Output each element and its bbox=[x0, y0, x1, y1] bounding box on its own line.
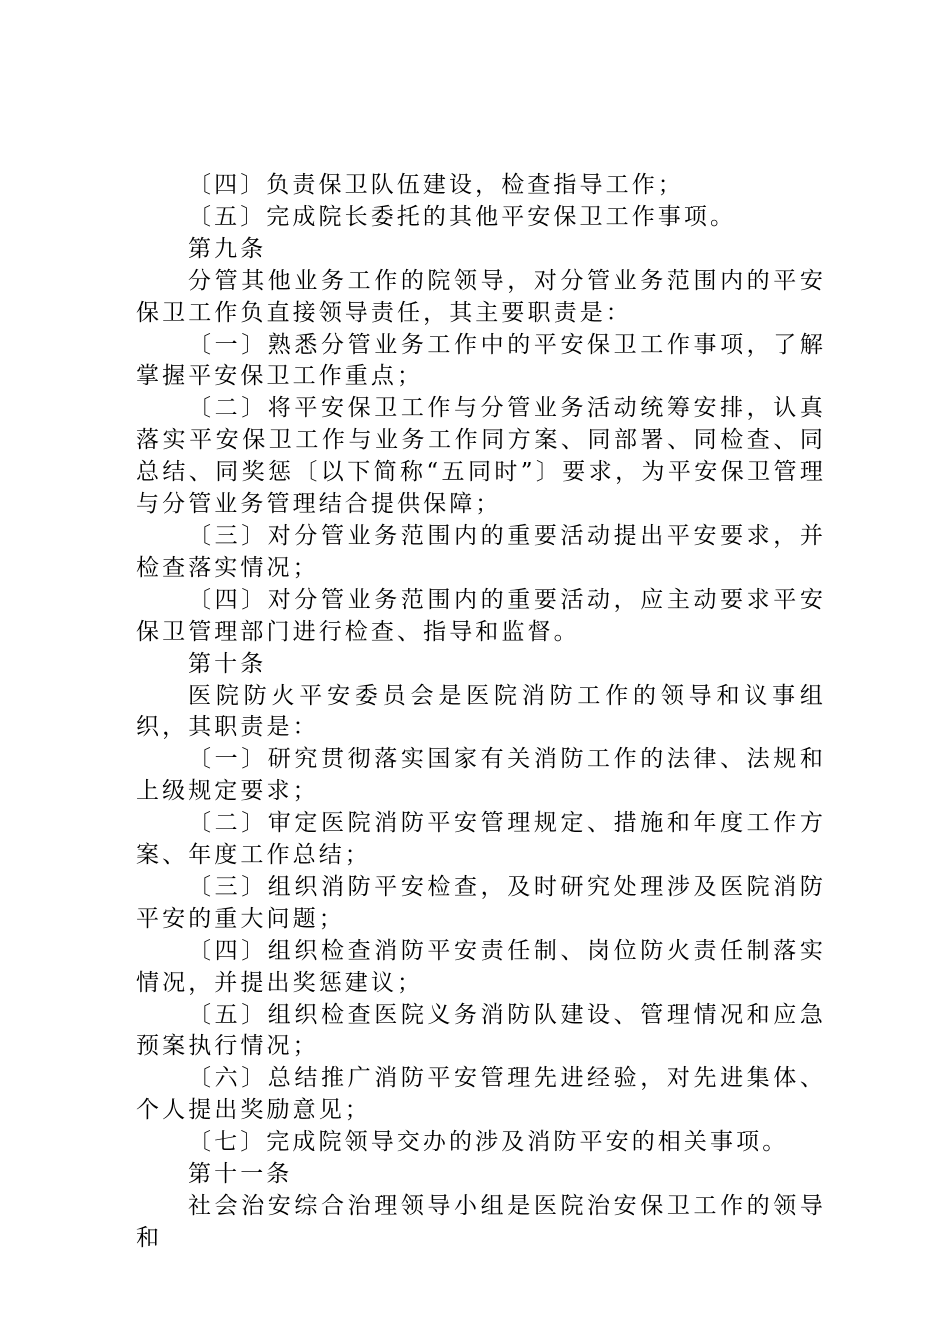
paragraph-article-9-item-3: 〔三〕对分管业务范围内的重要活动提出平安要求，并检查落实情况； bbox=[136, 522, 826, 581]
paragraph-item-5-entrusted-matters: 〔五〕完成院长委托的其他平安保卫工作事项。 bbox=[188, 203, 737, 230]
paragraph-article-10-item-1: 〔一〕研究贯彻落实国家有关消防工作的法律、法规和上级规定要求； bbox=[136, 746, 826, 805]
paragraph-item-4-security-team: 〔四〕负责保卫队伍建设，检查指导工作； bbox=[188, 172, 684, 198]
article-heading-9: 第九条 bbox=[188, 235, 267, 262]
paragraph-article-9-item-4: 〔四〕对分管业务范围内的重要活动，应主动要求平安保卫管理部门进行检查、指导和监督。 bbox=[136, 586, 826, 645]
article-heading-10: 第十条 bbox=[188, 650, 267, 677]
paragraph-article-10-item-6: 〔六〕总结推广消防平安管理先进经验，对先进集体、个人提出奖励意见； bbox=[136, 1065, 826, 1124]
paragraph-article-10-intro: 医院防火平安委员会是医院消防工作的领导和议事组织，其职责是： bbox=[136, 682, 826, 741]
paragraph-article-9-item-1: 〔一〕熟悉分管业务工作中的平安保卫工作事项，了解掌握平安保卫工作重点； bbox=[136, 331, 826, 390]
paragraph-article-10-item-5: 〔五〕组织检查医院义务消防队建设、管理情况和应急预案执行情况； bbox=[136, 1001, 826, 1060]
paragraph-article-10-item-4: 〔四〕组织检查消防平安责任制、岗位防火责任制落实情况，并提出奖惩建议； bbox=[136, 937, 826, 996]
paragraph-article-10-item-7: 〔七〕完成院领导交办的涉及消防平安的相关事项。 bbox=[188, 1129, 789, 1156]
paragraph-article-11-intro: 社会治安综合治理领导小组是医院治安保卫工作的领导和 bbox=[136, 1193, 826, 1251]
article-heading-11: 第十一条 bbox=[188, 1161, 293, 1188]
paragraph-article-9-item-2: 〔二〕将平安保卫工作与分管业务活动统筹安排，认真落实平安保卫工作与业务工作同方案、同部署、同检查、同总结、同奖惩〔以下简称“五同时”〕要求，为平安保卫管理与分管业务管理结合提供保障； bbox=[136, 395, 826, 518]
paragraph-article-10-item-3: 〔三〕组织消防平安检查，及时研究处理涉及医院消防平安的重大问题； bbox=[136, 873, 826, 932]
document-body bbox=[136, 170, 826, 1255]
paragraph-article-9-intro: 分管其他业务工作的院领导，对分管业务范围内的平安保卫工作负直接领导责任，其主要职责是： bbox=[136, 267, 826, 326]
paragraph-article-10-item-2: 〔二〕审定医院消防平安管理规定、措施和年度工作方案、年度工作总结； bbox=[136, 810, 826, 869]
